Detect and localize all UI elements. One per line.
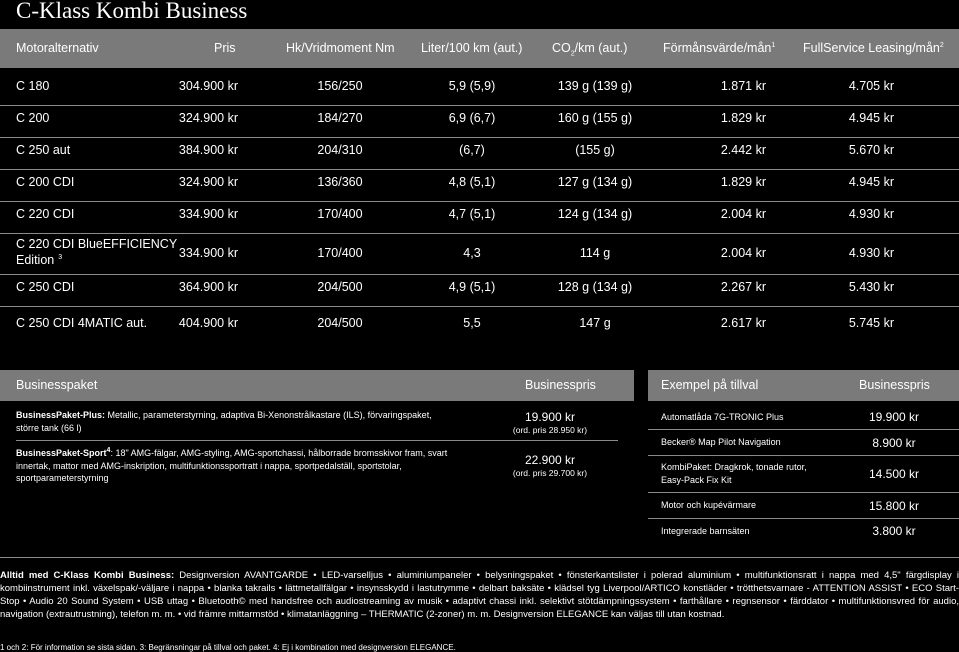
cell-leasing: 4.930 kr: [848, 246, 894, 260]
options-header: [648, 370, 959, 401]
package-item: BusinessPaket-Plus: Metallic, parameterstyrning, adaptiva Bi-Xenonstrålkastare (ILS), förvaringspaket, större tank (66 l): [16, 410, 432, 433]
col-header-liter: Liter/100 km (aut.): [421, 41, 523, 55]
cell-pris: 404.900 kr: [178, 316, 238, 330]
table-row: [0, 141, 959, 165]
cell-co2: 147 g: [579, 316, 611, 330]
col-header-price: Pris: [214, 41, 236, 55]
page-title: C-Klass Kombi Business: [16, 0, 248, 23]
cell-motor: C 200 CDI: [16, 175, 75, 189]
cell-leasing: 4.945 kr: [848, 111, 894, 125]
cell-pris: 324.900 kr: [178, 111, 238, 125]
cell-hk: 204/500: [317, 280, 363, 294]
package-header: [0, 370, 634, 401]
cell-forman: 2.004 kr: [720, 246, 766, 260]
table-row: [0, 314, 959, 338]
cell-pris: 304.900 kr: [178, 79, 238, 93]
row-divider: [0, 274, 959, 275]
cell-forman: 2.442 kr: [720, 143, 766, 157]
cell-leasing: 4.705 kr: [848, 79, 894, 93]
footnotes: 1 och 2: För information se sista sidan. 3: Begränsningar på tillval och paket. 4: Ej i kombination med designversion ELEGANCE.: [0, 643, 456, 652]
table-row: [0, 173, 959, 197]
options-header-price: Businesspris: [859, 378, 930, 392]
cell-forman: 2.004 kr: [720, 207, 766, 221]
col-header-hk: Hk/Vridmoment Nm: [286, 41, 395, 55]
row-divider: [0, 169, 959, 170]
cell-liter: 4,3: [463, 246, 481, 260]
cell-leasing: 5.430 kr: [848, 280, 894, 294]
col-header-co2: $CO_2/km$ (aut.): [552, 41, 628, 58]
row-divider: [0, 306, 959, 307]
row-divider: [0, 233, 959, 234]
option-label: KombiPaket: Dragkrok, tonade rutor, Easy-Pack Fix Kit: [661, 462, 807, 485]
cell-leasing: 5.670 kr: [848, 143, 894, 157]
cell-hk: 170/400: [317, 207, 363, 221]
options-header-label: Exempel på tillval: [661, 378, 759, 392]
option-price: 15.800 kr: [868, 499, 920, 513]
cell-motor: C 220 CDI: [16, 207, 75, 221]
package-header-label: Businesspaket: [16, 378, 98, 392]
cell-co2: 127 g (134 g): [557, 175, 633, 189]
package-item: BusinessPaket-Sport$^4$: 18" AMG-fälgar, AMG-styling, AMG-sportchassi, hålborrade bromsskivor fram, svart innertak, mattor med AMG-inskription, multifunktionssportratt i nappa, sportpedalställ, sportstolar, sportparameterstyrning: [16, 447, 448, 483]
option-label: Automatlåda 7G-TRONIC Plus: [661, 412, 784, 422]
package-price: 19.900 kr: [524, 410, 576, 424]
divider: [648, 429, 959, 430]
cell-leasing: 4.930 kr: [848, 207, 894, 221]
divider: [16, 440, 618, 441]
cell-motor: C 220 CDI BlueEFFICIENCY Edition $^3$: [16, 237, 178, 267]
option-label: Integrerade barnsäten: [661, 526, 750, 536]
cell-liter: 4,7 (5,1): [448, 207, 496, 221]
cell-co2: 114 g: [579, 246, 611, 260]
cell-forman: 2.267 kr: [720, 280, 766, 294]
cell-liter: 4,8 (5,1): [448, 175, 496, 189]
option-price: 3.800 kr: [872, 524, 916, 538]
cell-motor: C 250 aut: [16, 143, 71, 157]
cell-pris: 334.900 kr: [178, 246, 238, 260]
cell-co2: 160 g (155 g): [557, 111, 633, 125]
cell-pris: 334.900 kr: [178, 207, 238, 221]
divider: [0, 557, 959, 558]
cell-forman: 1.829 kr: [720, 175, 766, 189]
row-divider: [0, 201, 959, 202]
col-header-leasing: FullService Leasing/mån$^2$: [803, 41, 944, 55]
cell-hk: 136/360: [317, 175, 363, 189]
package-price: 22.900 kr: [524, 453, 576, 467]
option-price: 19.900 kr: [868, 410, 920, 424]
cell-motor: C 250 CDI 4MATIC aut.: [16, 316, 148, 330]
cell-leasing: 4.945 kr: [848, 175, 894, 189]
cell-motor: C 180: [16, 79, 50, 93]
cell-liter: 6,9 (6,7): [448, 111, 496, 125]
table-row: [0, 77, 959, 101]
cell-liter: 5,9 (5,9): [448, 79, 496, 93]
cell-pris: 324.900 kr: [178, 175, 238, 189]
col-header-motor: Motoralternativ: [16, 41, 99, 55]
table-row: [0, 236, 959, 270]
row-divider: [0, 137, 959, 138]
cell-hk: 156/250: [317, 79, 363, 93]
table-row: [0, 278, 959, 302]
option-price: 14.500 kr: [868, 467, 920, 481]
cell-leasing: 5.745 kr: [848, 316, 894, 330]
standard-equipment: Alltid med C-Klass Kombi Business: Designversion AVANTGARDE • LED-varselljus • aluminiumpaneler • belysningspaket • fönsterkantslister i polerad aluminium • multifunktionsratt i nappa med 4,5" färgdisplay i kombiinstrument inkl. växelspak/-väljare i nappa • blanka takrails • lättmetallfälgar • insynsskydd i lastutrymme • delbart baksäte • klädsel tyg Liverpool/ARTICO konstläder • trötthetsvarnare - ATTENTION ASSIST • ECO Start-Stop • Audio 20 Sound System • USB uttag • Bluetooth© med handsfree och audiostreaming av musik • adaptivt chassi inkl. selektivt stötdämpningssystem • farthållare • regnsensor • färddator • multifunktionsvred för audio, navigation (extrautrustning), telefon m. m. • vid främre mittarmstöd • klimatanläggning – THERMATIC (2-zoner) m. m. Designversion ELEGANCE kan väljas till utan kostnad.: [0, 570, 959, 620]
package-original-price: (ord. pris 29.700 kr): [512, 468, 588, 478]
cell-hk: 204/310: [317, 143, 363, 157]
cell-forman: 2.617 kr: [720, 316, 766, 330]
cell-co2: 139 g (139 g): [557, 79, 633, 93]
pricing-table-header: [0, 29, 959, 68]
cell-pris: 384.900 kr: [178, 143, 238, 157]
package-header-price: Businesspris: [525, 378, 596, 392]
option-label: Becker® Map Pilot Navigation: [661, 437, 781, 447]
option-price: 8.900 kr: [872, 436, 916, 450]
cell-motor: C 200: [16, 111, 50, 125]
cell-liter: 5,5: [463, 316, 481, 330]
package-original-price: (ord. pris 28.950 kr): [512, 425, 588, 435]
cell-hk: 204/500: [317, 316, 363, 330]
cell-co2: (155 g): [575, 143, 615, 157]
divider: [648, 455, 959, 456]
cell-liter: (6,7): [459, 143, 485, 157]
table-row: [0, 205, 959, 229]
cell-co2: 128 g (134 g): [557, 280, 633, 294]
option-label: Motor och kupévärmare: [661, 500, 757, 510]
col-header-benefit: Förmånsvärde/mån$^1$: [663, 41, 776, 55]
divider: [648, 518, 959, 519]
table-row: [0, 109, 959, 133]
cell-liter: 4,9 (5,1): [448, 280, 496, 294]
cell-motor: C 250 CDI: [16, 280, 75, 294]
cell-pris: 364.900 kr: [178, 280, 238, 294]
row-divider: [0, 105, 959, 106]
cell-forman: 1.829 kr: [720, 111, 766, 125]
divider: [648, 492, 959, 493]
cell-co2: 124 g (134 g): [557, 207, 633, 221]
cell-hk: 170/400: [317, 246, 363, 260]
cell-hk: 184/270: [317, 111, 363, 125]
cell-forman: 1.871 kr: [720, 79, 766, 93]
